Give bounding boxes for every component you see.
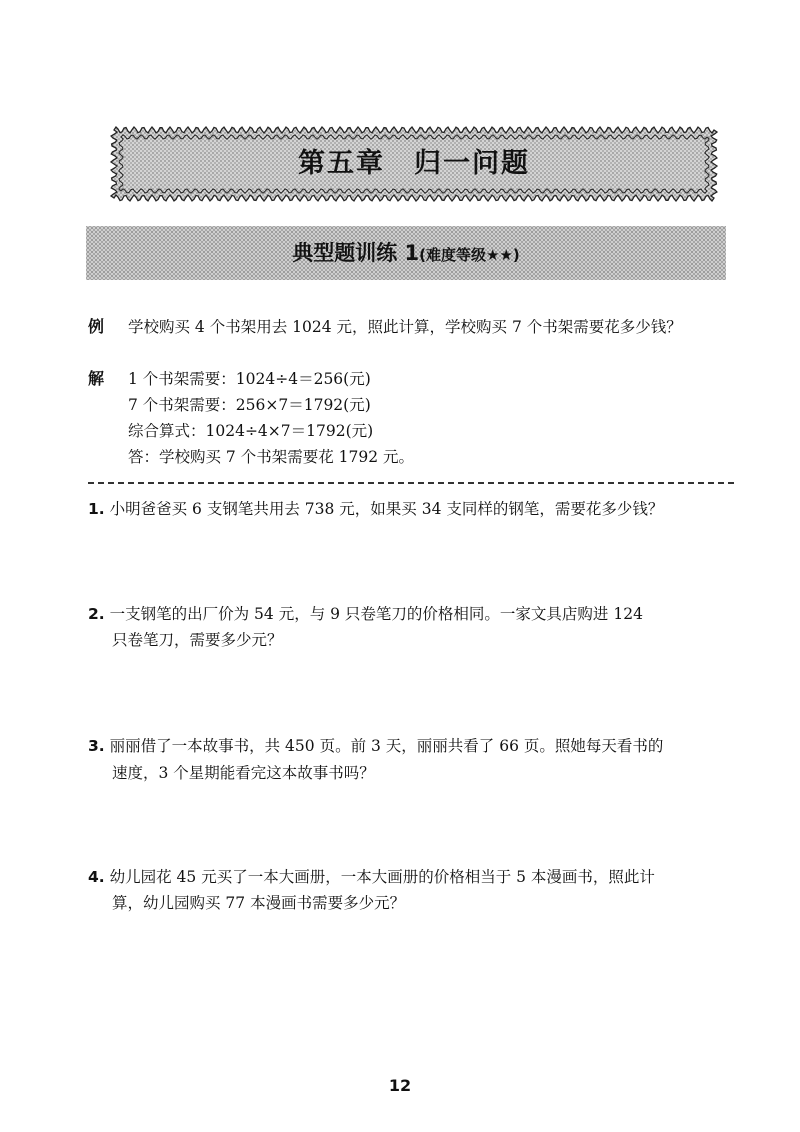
problem-4 [88,866,655,888]
example-text: 学校购买 4 个书架用去 1024 元，照此计算，学校购买 7 个书架需要花多少钱？ [128,318,682,336]
example-label: 例 [88,317,105,336]
difficulty-rating: (难度等级★★) [419,246,520,264]
problem-number: 3. [88,737,105,755]
solution-line: 7 个书架需要：256×7＝1792(元) [128,396,371,414]
problem-text: 一支钢笔的出厂价为 54 元，与 9 只卷笔刀的价格相同。一家文具店购进 124 [109,605,643,623]
problem-number: 4. [88,868,105,886]
section-title: 典型题训练 1 [292,241,420,265]
chapter-title: 第五章 归一问题 [298,148,530,179]
problem-text: 幼儿园花 45 元买了一本大画册，一本大画册的价格相当于 5 本漫画书，照此计 [109,868,655,886]
problem-1 [88,498,663,520]
problem-text: 丽丽借了一本故事书，共 450 页。前 3 天，丽丽共看了 66 页。照她每天看书的 [109,737,664,755]
problem-text: 小明爸爸买 6 支钢笔共用去 738 元，如果买 34 支同样的钢笔，需要花多少钱？ [109,500,664,518]
page-number: 12 [388,1076,412,1095]
solution-line: 答：学校购买 7 个书架需要花 1792 元。 [128,448,415,466]
problem-text-continued: 只卷笔刀，需要多少元？ [112,631,283,649]
problem-text-continued: 算，幼儿园购买 77 本漫画书需要多少元？ [112,894,406,912]
problem-2 [88,603,643,625]
solution-line: 1 个书架需要：1024÷4＝256(元) [128,370,371,388]
solution-line: 综合算式：1024÷4×7＝1792(元) [128,422,374,440]
chapter-banner [108,124,720,204]
problem-text-continued: 速度，3 个星期能看完这本故事书吗？ [112,764,375,782]
problem-number: 1. [88,500,105,518]
section-header [86,226,726,280]
solution-label: 解 [88,369,105,388]
problem-number: 2. [88,605,105,623]
dashed-divider [88,482,734,484]
section-title-wrap [86,226,726,280]
problem-3 [88,735,663,757]
